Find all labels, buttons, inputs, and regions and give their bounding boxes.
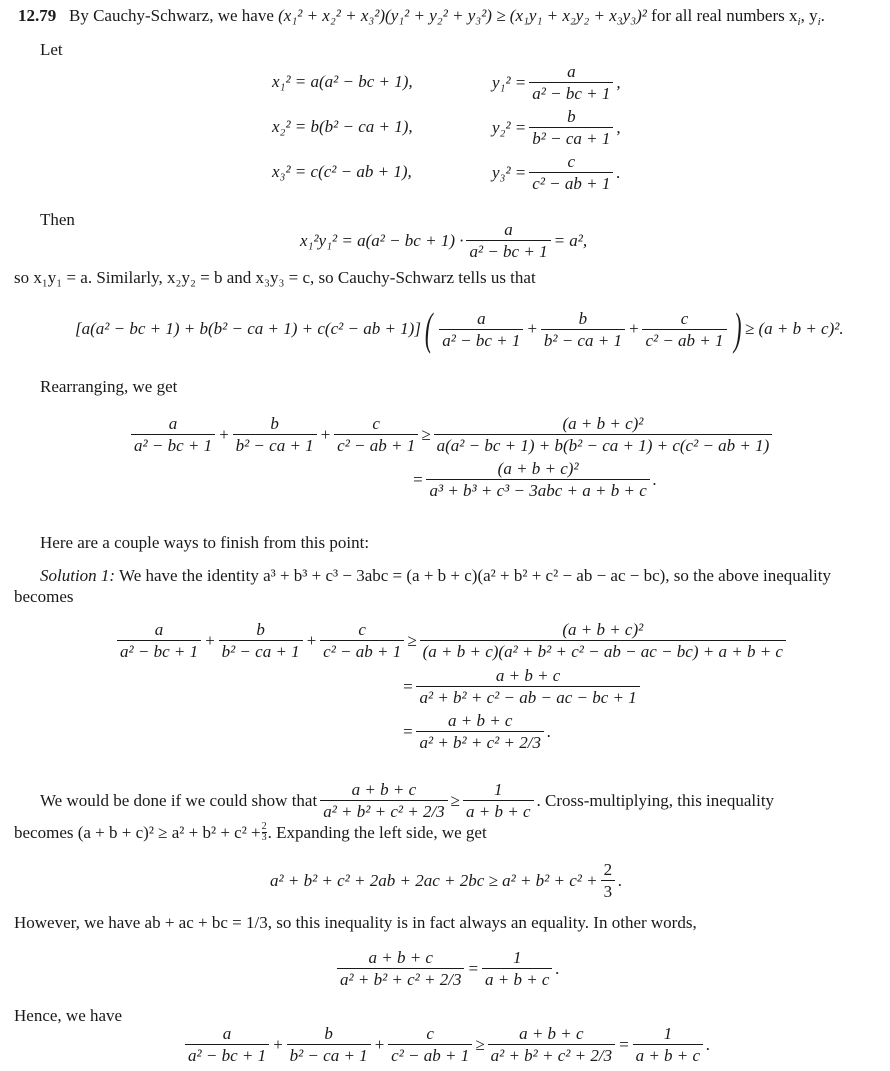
done-para-line-1 [40, 780, 774, 821]
rearr-line-1 [128, 414, 775, 455]
final-plus-1: + [272, 1034, 284, 1054]
done-g-den: a + b + c [463, 800, 534, 821]
rearr-r2-num: (a + b + c)² [497, 459, 579, 478]
let-label: Let [40, 40, 63, 59]
def-y3 [492, 152, 621, 193]
then-label: Then [40, 210, 75, 229]
final-period: . [706, 1034, 711, 1054]
sol1-geq: ≥ [407, 630, 417, 650]
solution1-cont: becomes [14, 587, 74, 606]
sol1-eq-3: = [402, 721, 414, 741]
def-y1-den: a² − bc + 1 [529, 82, 613, 103]
final-plus-2: + [373, 1034, 386, 1054]
done-g-num: 1 [494, 780, 503, 799]
def-y1-lhs: y₁² = [492, 72, 527, 92]
cs-plus-1: + [526, 319, 538, 338]
sol1-period: . [546, 721, 552, 741]
cs-rhs: ≥ (a + b + c)². [744, 319, 844, 338]
done-geq: ≥ [450, 790, 461, 810]
def-y2-num: b [567, 107, 576, 126]
rearr-period: . [652, 469, 657, 489]
done-after: . Cross-multiplying, this inequality [536, 790, 775, 810]
cs-f2-den: b² − ca + 1 [541, 329, 625, 350]
however-text: However, we have ab + ac + bc = 1/3, so this inequality is in fact always an equality. In other words, [14, 913, 697, 932]
done-before: We would be done if we could show that [40, 790, 318, 810]
rearr-eq: = [412, 469, 424, 489]
rearr-f1-den: a² − bc + 1 [131, 434, 215, 455]
equality-den1: a² + b² + c² + 2/3 [337, 968, 464, 989]
sol1-f1-den: a² − bc + 1 [117, 640, 201, 661]
equality-num1: a + b + c [368, 948, 433, 967]
def-y2-punct: , [616, 117, 621, 137]
def-y3-lhs: y₃² = [492, 162, 527, 182]
final-geq: ≥ [475, 1034, 485, 1054]
sol1-eq-2: = [402, 676, 414, 696]
def-y2-den: b² − ca + 1 [529, 127, 613, 148]
cs-left: [a(a² − bc + 1) + b(b² − ca + 1) + c(c² − ab + 1)] [75, 319, 421, 338]
sol1-r1-num: (a + b + c)² [562, 620, 644, 639]
expand-num: 2 [603, 860, 613, 879]
final-h-den: a + b + c [633, 1044, 704, 1065]
done-small-den: 3 [261, 832, 267, 843]
expand-period: . [618, 870, 623, 890]
final-f3-num: c [426, 1024, 434, 1043]
rearr-f2-den: b² − ca + 1 [233, 434, 317, 455]
done-f-num: a + b + c [351, 780, 417, 799]
solution1-text: We have the identity a³ + b³ + c³ − 3abc = (a + b + c)(a² + b² + c² − ab − ac − bc), so the above inequality [115, 566, 832, 585]
product-lhs: x₁²y₁² = a(a² − bc + 1) · [300, 230, 464, 250]
sol1-f3-den: c² − ab + 1 [320, 640, 404, 661]
sol1-line-1 [114, 620, 789, 661]
done-line2-b: . Expanding the left side, we get [267, 822, 487, 842]
def-y1 [492, 62, 621, 103]
sol1-r3-num: a + b + c [447, 711, 513, 730]
rearr-r2-den: a³ + b³ + c³ − 3abc + a + b + c [426, 479, 649, 500]
rearr-plus-1: + [218, 424, 230, 444]
cs-f1-num: a [477, 308, 486, 328]
intro-line: 12.79 By Cauchy-Schwarz, we have (x₁² + x₂² + x₃²)(y₁² + y₂² + y₃²) ≥ (x₁y₁ + x₂y₂ + x₃y₃)² for all real numbers $x_i$, $y_i$. [18, 6, 825, 28]
product-rhs: = a², [553, 230, 588, 250]
rearr-r1-den: a(a² − bc + 1) + b(b² − ca + 1) + c(c² − ab + 1) [434, 434, 773, 455]
cs-f3-den: c² − ab + 1 [642, 329, 726, 350]
rearr-f3-den: c² − ab + 1 [334, 434, 418, 455]
def-y2 [492, 107, 621, 148]
sol1-r3-den: a² + b² + c² + 2/3 [416, 731, 543, 752]
def-y2-lhs: y₂² = [492, 117, 527, 137]
def-x1: x₁² = a(a² − bc + 1), [272, 72, 413, 91]
def-y3-num: c [567, 152, 576, 171]
done-line2-a: becomes (a + b + c)² ≥ a² + b² + c² + [14, 822, 261, 842]
rearr-plus-2: + [319, 424, 332, 444]
cs-f1-den: a² − bc + 1 [439, 329, 523, 350]
expand-lhs: a² + b² + c² + 2ab + 2ac + 2bc ≥ a² + b² + c² + [270, 870, 598, 890]
cs-f2-num: b [578, 308, 588, 328]
final-g-den: a² + b² + c² + 2/3 [488, 1044, 615, 1065]
equality-num2: 1 [512, 948, 522, 967]
cs-f3-num: c [680, 308, 689, 328]
done-f-den: a² + b² + c² + 2/3 [320, 800, 447, 821]
done-small-num: 2 [261, 821, 267, 832]
final-f2-num: b [324, 1024, 333, 1043]
rearr-f2-num: b [270, 414, 279, 433]
def-y1-num: a [567, 62, 576, 81]
intro-text-after: for all real numbers x [646, 6, 798, 25]
cs-inequality: [a(a² − bc + 1) + b(b² − ca + 1) + c(c² − ab + 1)] ( $\frac{a}{\text{a² − bc + 1}}$ + $\frac{b}{\text{b² − ca + 1}}$ + $\frac{c}{\text{c² − ab + 1}}$ ) ≥ (a + b + c)². [75, 303, 844, 354]
final-f1-den: a² − bc + 1 [185, 1044, 269, 1065]
sol1-line-3 [402, 711, 551, 752]
sol1-f3-num: c [358, 620, 366, 639]
expand-den: 3 [601, 880, 616, 901]
intro-tail: , y [800, 6, 818, 25]
product-num: a [504, 220, 513, 239]
sol1-f2-num: b [256, 620, 265, 639]
product-den: a² − bc + 1 [466, 240, 550, 261]
rearranging-label: Rearranging, we get [40, 377, 178, 396]
equality-den2: a + b + c [482, 968, 553, 989]
sol1-r1-den: (a + b + c)(a² + b² + c² − ab − ac − bc) + a + b + c [420, 640, 786, 661]
solution1-para [40, 566, 831, 586]
final-eq: = [618, 1034, 630, 1054]
sol1-line-2 [402, 666, 643, 707]
equality-equation [334, 948, 560, 989]
intro-inequality: (x₁² + x₂² + x₃²)(y₁² + y₂² + y₃²) ≥ (x₁y₁ + x₂y₂ + x₃y₃)² [278, 6, 647, 25]
sol1-f2-den: b² − ca + 1 [219, 640, 303, 661]
rearr-r1-num: (a + b + c)² [562, 414, 644, 433]
def-y3-den: c² − ab + 1 [529, 172, 613, 193]
final-g-num: a + b + c [519, 1024, 584, 1043]
intro-tail-end: . [820, 6, 825, 25]
sol1-plus-1: + [204, 630, 216, 650]
similarly-text: so x₁y₁ = a. Similarly, x₂y₂ = b and x₃y₃ = c, so Cauchy-Schwarz tells us that [14, 268, 536, 287]
final-h-num: 1 [663, 1024, 673, 1043]
expand-equation [270, 860, 622, 901]
hence-label: Hence, we have [14, 1006, 123, 1025]
sol1-plus-2: + [305, 630, 318, 650]
final-f3-den: c² − ab + 1 [388, 1044, 472, 1065]
rearr-geq: ≥ [421, 424, 431, 444]
product-equation [300, 220, 587, 261]
rearr-f1-num: a [168, 414, 178, 433]
final-f2-den: b² − ca + 1 [287, 1044, 371, 1065]
sol1-r2-den: a² + b² + c² − ab − ac − bc + 1 [416, 686, 639, 707]
couple-ways-text: Here are a couple ways to finish from this point: [40, 533, 370, 552]
def-y3-punct: . [616, 162, 621, 182]
def-x2: x₂² = b(b² − ca + 1), [272, 117, 413, 136]
cs-plus-2: + [627, 319, 640, 338]
def-x3: x₃² = c(c² − ab + 1), [272, 162, 412, 181]
intro-text: By Cauchy-Schwarz, we have [69, 6, 279, 25]
rearr-f3-num: c [372, 414, 380, 433]
final-f1-num: a [222, 1024, 232, 1043]
final-equation [182, 1024, 710, 1065]
equality-period: . [555, 958, 560, 978]
problem-number: 12.79 [18, 6, 57, 25]
def-y1-punct: , [616, 72, 621, 92]
solution1-label: Solution 1: [40, 566, 116, 585]
sol1-r2-num: a + b + c [495, 666, 561, 685]
equality-eq: = [467, 958, 479, 978]
sol1-f1-num: a [154, 620, 164, 639]
rearr-line-2 [412, 459, 657, 500]
done-para-line-2 [14, 822, 487, 843]
